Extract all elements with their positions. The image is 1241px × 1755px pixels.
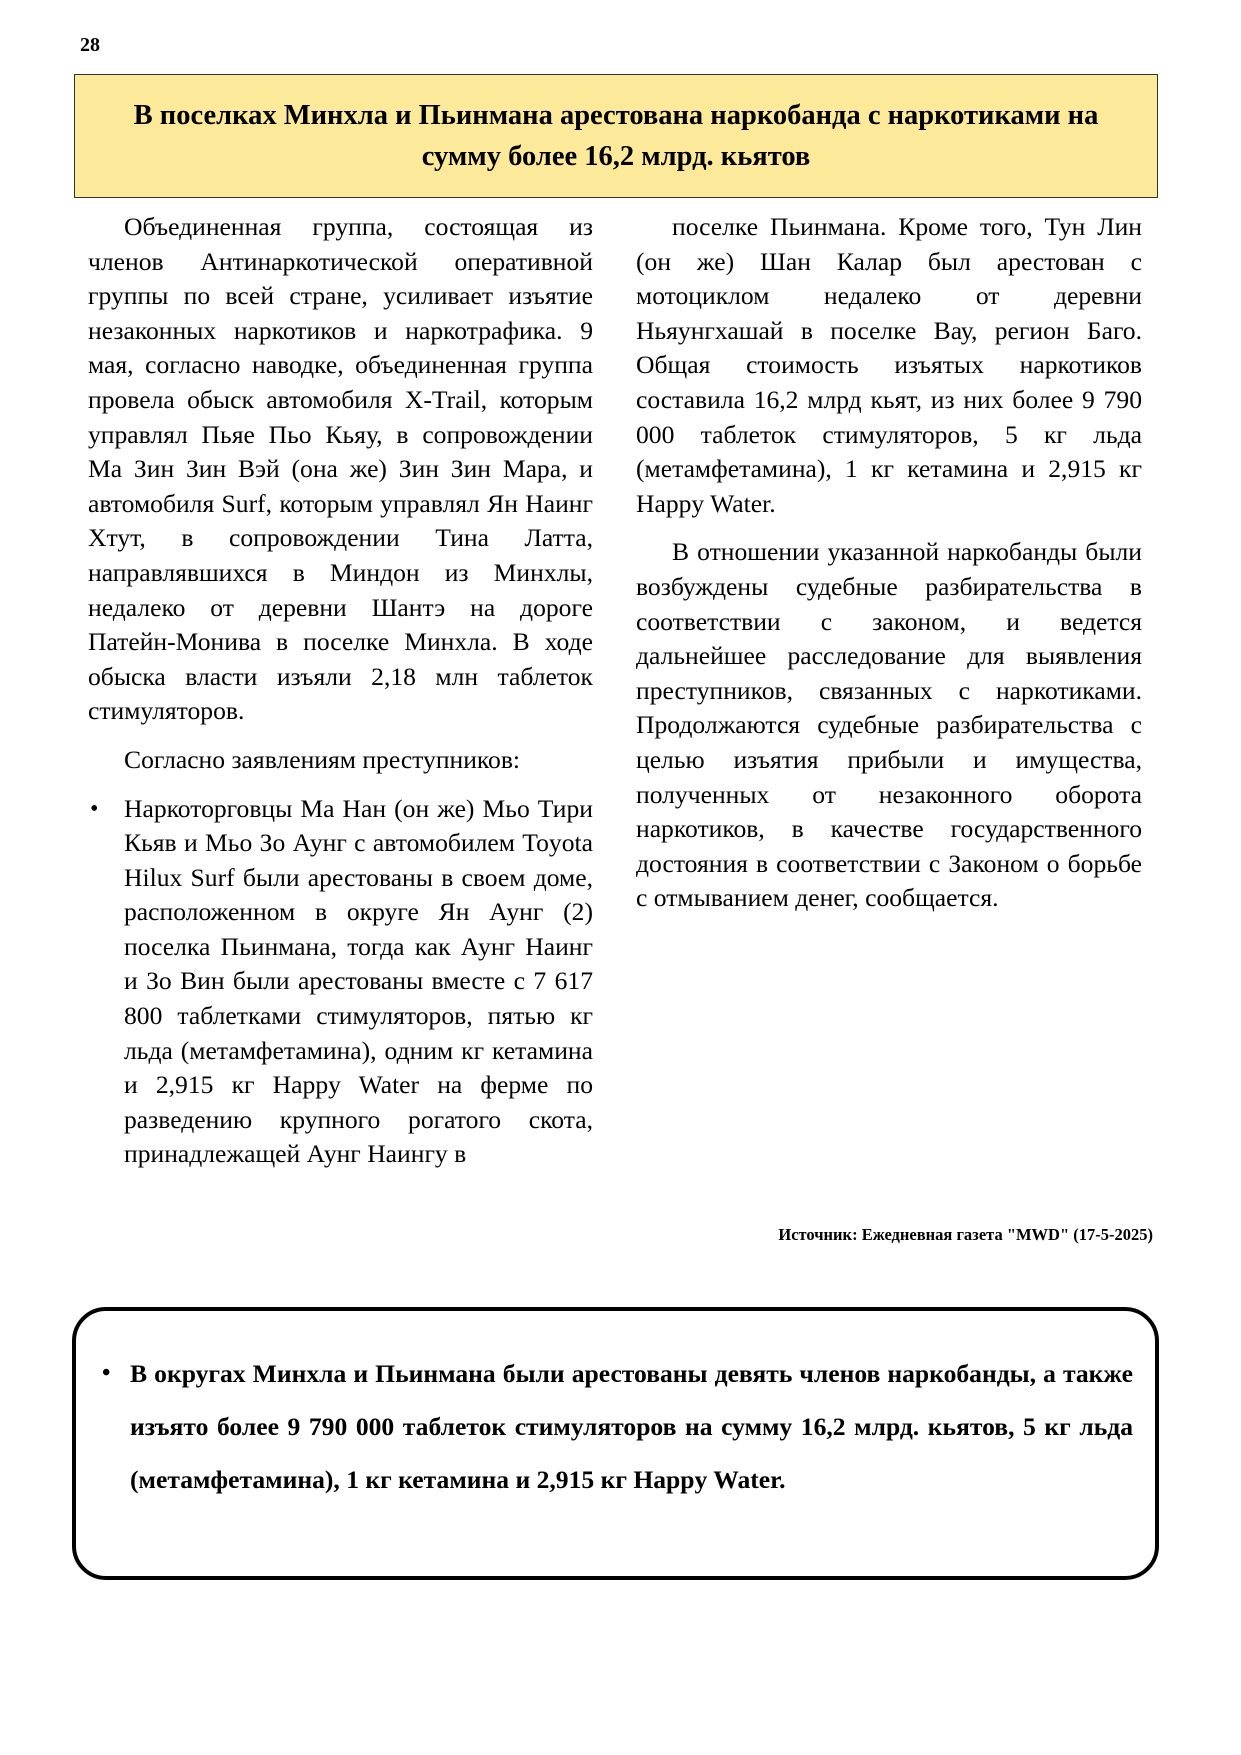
summary-list (96, 1347, 1133, 1506)
page-number: 28 (80, 34, 100, 56)
right-column (636, 210, 1142, 930)
list-item-text: Наркоторговцы Ма Нан (он же) Мьо Тири Кьяв и Мьо Зо Аунг с автомобилем Toyota Hilux Surf были арестованы в своем доме, расположенном в округе Ян Аунг (2) поселка Пьинмана, тогда как Аунг Наинг и Зо Вин были арестованы вместе с 7 617 800 таблетками стимуляторов, пятью кг льда (метамфетамина), одним кг кетамина и 2,915 кг Happy Water на ферме по разведению крупного рогатого скота, принадлежащей Аунг Наингу в (124, 793, 593, 1169)
statements-list (88, 792, 593, 1173)
source-credit: Источник: Ежедневная газета "MWD" (17-5-2025) (778, 1225, 1153, 1244)
headline: В поселках Минхла и Пьинмана арестована наркобанда с наркотиками на сумму более 16,2 млрд. кьятов (133, 99, 1099, 172)
summary-box (72, 1307, 1159, 1580)
headline-box (74, 74, 1158, 198)
bullet-icon: • (90, 795, 99, 822)
legal-proceedings-paragraph: В отношении указанной наркобанды были возбуждены судебные разбирательства в соответствии с законом, и ведется дальнейшее расследование для выявления преступников, связанных с наркотиками. Продолжаются судебные разбирательства с целью изъятия прибыли и имущества, полученных от незаконного оборота наркотиков, в качестве государственного достояния в соответствии с Законом о борьбе с отмыванием денег, сообщается. (636, 537, 1142, 913)
left-column (88, 210, 593, 1172)
bullet-icon: • (102, 1360, 111, 1386)
summary-text: В округах Минхла и Пьинмана были арестованы девять членов наркобанды, а также изъято более 9 790 000 таблеток стимуляторов на сумму 16,2 млрд. кьятов, 5 кг льда (метамфетамина), 1 кг кетамина и 2,915 кг Happy Water. (130, 1359, 1133, 1494)
statements-lead-paragraph: Согласно заявлениям преступников: (124, 744, 521, 774)
continuation-paragraph: поселке Пьинмана. Кроме того, Тун Лин (он же) Шан Калар был арестован с мотоциклом недалеко от деревни Ньяунгхашай в поселке Вау, регион Баго. Общая стоимость изъятых наркотиков составила 16,2 млрд кьят, из них более 9 790 000 таблеток стимуляторов, 5 кг льда (метамфетамина), 1 кг кетамина и 2,915 кг Happy Water. (636, 212, 1142, 518)
list-item (88, 792, 593, 1173)
intro-paragraph: Объединенная группа, состоящая из членов Антинаркотической оперативной группы по всей стране, усиливает изъятие незаконных наркотиков и наркотрафика. 9 мая, согласно наводке, объединенная группа провела обыск автомобиля X-Trail, которым управлял Пьяе Пьо Кьяу, в сопровождении Ма Зин Зин Вэй (она же) Зин Зин Мара, и автомобиля Surf, которым управлял Ян Наинг Хтут, в сопровождении Тина Латта, направлявшихся в Миндон из Минхлы, недалеко от деревни Шантэ на дороге Патейн-Монива в поселке Минхла. В ходе обыска власти изъяли 2,18 млн таблеток стимуляторов. (88, 212, 593, 726)
list-item (96, 1347, 1133, 1506)
